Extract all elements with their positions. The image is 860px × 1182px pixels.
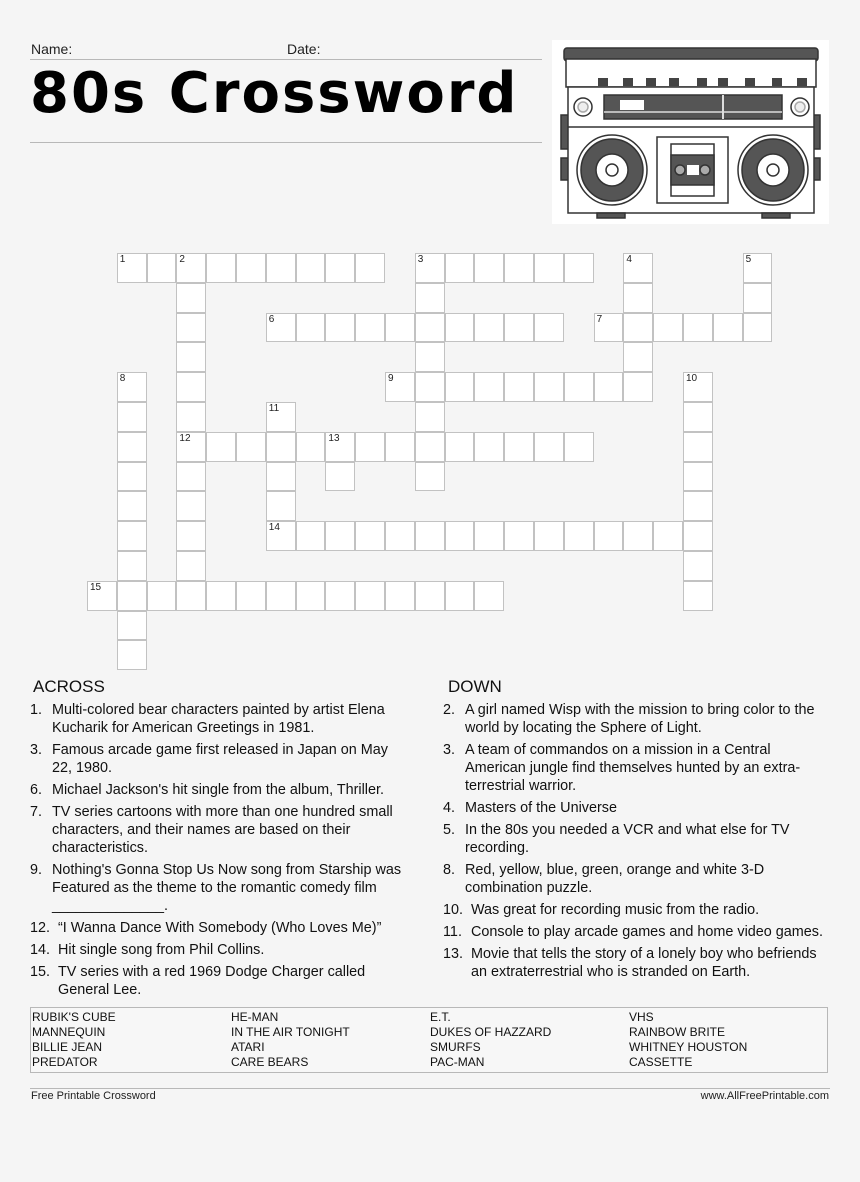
grid-cell[interactable]: [147, 581, 177, 611]
grid-cell[interactable]: [713, 313, 743, 343]
word-bank-item: VHS: [629, 1010, 654, 1024]
grid-cell[interactable]: [534, 253, 564, 283]
grid-cell[interactable]: [117, 491, 147, 521]
clue-number: 14.: [30, 942, 51, 958]
word-bank-item: E.T.: [430, 1010, 451, 1024]
grid-cell[interactable]: [176, 402, 206, 432]
grid-cell[interactable]: [743, 253, 773, 283]
grid-cell[interactable]: [743, 313, 773, 343]
grid-cell[interactable]: [594, 313, 624, 343]
grid-cell[interactable]: [415, 283, 445, 313]
clue-number: 3: [417, 254, 424, 265]
clue-number: 3.: [30, 742, 43, 758]
grid-cell[interactable]: [415, 462, 445, 492]
word-bank-item: RUBIK'S CUBE: [32, 1010, 116, 1024]
clue-number: 13.: [443, 946, 464, 962]
across-clue: [32, 781, 407, 799]
word-bank-item: CARE BEARS: [231, 1055, 309, 1069]
down-clue-list: [445, 701, 830, 985]
grid-cell[interactable]: [266, 313, 296, 343]
grid-cell[interactable]: [296, 521, 326, 551]
grid-cell[interactable]: [385, 372, 415, 402]
word-bank-item: RAINBOW BRITE: [629, 1025, 726, 1039]
grid-cell[interactable]: [474, 313, 504, 343]
grid-cell[interactable]: [325, 521, 355, 551]
clue-text: Multi-colored bear characters painted by artist Elena Kucharik for American Greetings in 1981.: [52, 702, 385, 736]
grid-cell[interactable]: [355, 253, 385, 283]
grid-cell[interactable]: [206, 432, 236, 462]
clue-number: 12: [179, 432, 191, 444]
grid-cell[interactable]: [683, 402, 713, 432]
grid-cell[interactable]: [623, 372, 653, 402]
page-title: 80s Crossword: [30, 61, 519, 126]
grid-cell[interactable]: [564, 432, 594, 462]
word-bank-column: [231, 1010, 350, 1070]
grid-cell[interactable]: [266, 253, 296, 283]
grid-cell[interactable]: [445, 581, 475, 611]
boombox-icon: [552, 40, 829, 224]
footer-left-text: Free Printable Crossword: [31, 1090, 156, 1102]
clue-number: 2: [179, 254, 185, 265]
across-clue: [32, 941, 407, 959]
clue-text: TV series with a red 1969 Dodge Charger called General Lee.: [58, 964, 366, 998]
clue-number: 10: [686, 373, 698, 385]
across-clue: [32, 963, 407, 999]
grid-cell[interactable]: [176, 253, 206, 283]
clue-number: 8: [119, 373, 126, 385]
footer-site-link[interactable]: www.AllFreePrintable.com: [700, 1090, 829, 1102]
grid-cell[interactable]: [176, 432, 206, 462]
grid-cell[interactable]: [653, 521, 683, 551]
grid-cell[interactable]: [355, 521, 385, 551]
grid-cell[interactable]: [623, 521, 653, 551]
word-bank-item: PREDATOR: [32, 1055, 98, 1069]
clue-text: Hit single song from Phil Collins.: [58, 942, 265, 958]
down-clue: [445, 861, 830, 897]
grid-cell[interactable]: [176, 491, 206, 521]
down-clue: [445, 923, 830, 941]
clue-text: TV series cartoons with more than one hundred small characters, and their names are based on their characteristics.: [52, 804, 393, 856]
grid-cell[interactable]: [325, 313, 355, 343]
grid-cell[interactable]: [355, 432, 385, 462]
across-clue: [32, 741, 407, 777]
grid-cell[interactable]: [474, 253, 504, 283]
word-bank-item: WHITNEY HOUSTON: [629, 1040, 748, 1054]
word-bank-column: [32, 1010, 116, 1070]
grid-cell[interactable]: [117, 611, 147, 641]
grid-cell[interactable]: [296, 432, 326, 462]
clue-number: 7: [596, 313, 603, 325]
clue-number: 15.: [30, 964, 51, 980]
across-clue: [32, 919, 407, 937]
grid-cell[interactable]: [385, 521, 415, 551]
title-underline: [30, 142, 542, 143]
name-date-line: [30, 59, 542, 60]
grid-cell[interactable]: [117, 581, 147, 611]
grid-cell[interactable]: [683, 313, 713, 343]
word-bank-item: CASSETTE: [629, 1055, 693, 1069]
word-bank-item: DUKES OF HAZZARD: [430, 1025, 552, 1039]
grid-cell[interactable]: [236, 581, 266, 611]
grid-cell[interactable]: [474, 581, 504, 611]
grid-cell[interactable]: [415, 432, 445, 462]
word-bank-item: SMURFS: [430, 1040, 481, 1054]
grid-cell[interactable]: [176, 372, 206, 402]
clue-text: Michael Jackson's hit single from the album, Thriller.: [52, 782, 385, 798]
clue-text: Was great for recording music from the radio.: [471, 902, 760, 918]
grid-cell[interactable]: [534, 372, 564, 402]
clue-number: 3.: [443, 742, 456, 758]
across-clue-list: [32, 701, 407, 1003]
grid-cell[interactable]: [445, 313, 475, 343]
grid-cell[interactable]: [504, 432, 534, 462]
across-heading: ACROSS: [33, 677, 105, 696]
grid-cell[interactable]: [623, 313, 653, 343]
grid-cell[interactable]: [564, 372, 594, 402]
grid-cell[interactable]: [385, 313, 415, 343]
clue-number: 1: [119, 254, 126, 265]
clue-number: 11.: [443, 924, 462, 940]
clue-number: 2.: [443, 702, 456, 718]
grid-cell[interactable]: [504, 253, 534, 283]
grid-cell[interactable]: [683, 372, 713, 402]
boombox-illustration: [552, 40, 829, 224]
grid-cell[interactable]: [117, 432, 147, 462]
grid-cell[interactable]: [176, 313, 206, 343]
grid-cell[interactable]: [415, 372, 445, 402]
grid-cell[interactable]: [176, 462, 206, 492]
grid-cell[interactable]: [206, 581, 236, 611]
grid-cell[interactable]: [176, 342, 206, 372]
word-bank: [30, 1007, 828, 1073]
grid-cell[interactable]: [117, 521, 147, 551]
grid-cell[interactable]: [415, 521, 445, 551]
down-clue: [445, 901, 830, 919]
grid-cell[interactable]: [683, 551, 713, 581]
clue-text: A girl named Wisp with the mission to bring color to the world by locating the Sphere of Light.: [465, 702, 815, 736]
grid-cell[interactable]: [296, 253, 326, 283]
clue-number: 9: [388, 373, 394, 385]
clue-number: 13: [328, 432, 340, 444]
grid-cell[interactable]: [415, 313, 445, 343]
word-bank-item: HE-MAN: [231, 1010, 279, 1024]
grid-cell[interactable]: [236, 432, 266, 462]
clue-number: 5: [745, 254, 752, 265]
grid-cell[interactable]: [534, 313, 564, 343]
grid-cell[interactable]: [296, 581, 326, 611]
grid-cell[interactable]: [594, 521, 624, 551]
grid-cell[interactable]: [176, 521, 206, 551]
grid-cell[interactable]: [325, 432, 355, 462]
grid-cell[interactable]: [266, 462, 296, 492]
grid-cell[interactable]: [683, 491, 713, 521]
clue-number: 6.: [30, 782, 43, 798]
grid-cell[interactable]: [623, 342, 653, 372]
grid-cell[interactable]: [385, 432, 415, 462]
clue-text: Red, yellow, blue, green, orange and white 3-D combination puzzle.: [465, 862, 765, 896]
grid-cell[interactable]: [266, 581, 296, 611]
grid-cell[interactable]: [594, 372, 624, 402]
clue-number: 5.: [443, 822, 456, 838]
grid-cell[interactable]: [87, 581, 117, 611]
grid-cell[interactable]: [653, 313, 683, 343]
word-bank-item: ATARI: [231, 1040, 265, 1054]
grid-cell[interactable]: [266, 402, 296, 432]
grid-cell[interactable]: [385, 581, 415, 611]
grid-cell[interactable]: [236, 253, 266, 283]
grid-cell[interactable]: [445, 372, 475, 402]
grid-cell[interactable]: [415, 402, 445, 432]
down-clue: [445, 945, 830, 981]
clue-number: 4: [626, 254, 632, 265]
grid-cell[interactable]: [176, 283, 206, 313]
grid-cell[interactable]: [445, 253, 475, 283]
clue-text: Nothing's Gonna Stop Us Now song from Starship was Featured as the theme to the romantic comedy film ______________.: [52, 862, 402, 914]
clue-number: 7.: [30, 804, 43, 820]
grid-cell[interactable]: [117, 372, 147, 402]
grid-cell[interactable]: [117, 253, 147, 283]
down-clue: [445, 701, 830, 737]
date-label: Date:: [287, 41, 321, 57]
footer-divider: [30, 1088, 830, 1089]
grid-cell[interactable]: [504, 313, 534, 343]
grid-cell[interactable]: [117, 640, 147, 670]
grid-cell[interactable]: [534, 432, 564, 462]
grid-cell[interactable]: [415, 253, 445, 283]
grid-cell[interactable]: [325, 462, 355, 492]
grid-cell[interactable]: [564, 521, 594, 551]
grid-cell[interactable]: [445, 432, 475, 462]
grid-cell[interactable]: [623, 283, 653, 313]
clue-text: In the 80s you needed a VCR and what else for TV recording.: [465, 822, 790, 856]
grid-cell[interactable]: [564, 253, 594, 283]
grid-cell[interactable]: [296, 313, 326, 343]
clue-number: 9.: [30, 862, 43, 878]
grid-cell[interactable]: [445, 521, 475, 551]
grid-cell[interactable]: [117, 402, 147, 432]
clue-number: 12.: [30, 920, 51, 936]
clue-text: Masters of the Universe: [465, 800, 617, 816]
down-heading: DOWN: [448, 677, 502, 696]
grid-cell[interactable]: [743, 283, 773, 313]
clue-number: 14: [268, 522, 280, 534]
grid-cell[interactable]: [683, 462, 713, 492]
grid-cell[interactable]: [266, 491, 296, 521]
grid-cell[interactable]: [415, 342, 445, 372]
clue-number: 8.: [443, 862, 456, 878]
clue-number: 1.: [30, 702, 43, 718]
grid-cell[interactable]: [504, 372, 534, 402]
down-clue: [445, 741, 830, 795]
word-bank-item: PAC-MAN: [430, 1055, 485, 1069]
word-bank-column: [430, 1010, 551, 1070]
grid-cell[interactable]: [504, 521, 534, 551]
grid-cell[interactable]: [266, 432, 296, 462]
grid-cell[interactable]: [117, 462, 147, 492]
grid-cell[interactable]: [176, 551, 206, 581]
clue-number: 6: [268, 313, 275, 325]
clue-text: Famous arcade game first released in Japan on May 22, 1980.: [52, 742, 388, 776]
grid-cell[interactable]: [147, 253, 177, 283]
word-bank-column: [629, 1010, 747, 1070]
name-label: Name:: [31, 41, 73, 57]
grid-cell[interactable]: [415, 581, 445, 611]
grid-cell[interactable]: [683, 581, 713, 611]
grid-cell[interactable]: [266, 521, 296, 551]
down-clue: [445, 799, 830, 817]
grid-cell[interactable]: [534, 521, 564, 551]
grid-cell[interactable]: [355, 581, 385, 611]
clue-text: Console to play arcade games and home video games.: [471, 924, 823, 940]
grid-cell[interactable]: [474, 432, 504, 462]
grid-cell[interactable]: [623, 253, 653, 283]
grid-cell[interactable]: [683, 432, 713, 462]
clue-number: 11: [268, 403, 280, 414]
clue-text: A team of commandos on a mission in a Central American jungle find themselves hunted by an extra-terrestrial warrior.: [465, 742, 801, 794]
clue-text: “I Wanna Dance With Somebody (Who Loves Me)”: [58, 920, 382, 936]
clue-number: 15: [90, 581, 102, 593]
across-clue: [32, 861, 407, 915]
grid-cell[interactable]: [176, 581, 206, 611]
grid-cell[interactable]: [325, 581, 355, 611]
grid-cell[interactable]: [474, 521, 504, 551]
clue-number: 4.: [443, 800, 456, 816]
across-clue: [32, 701, 407, 737]
clue-number: 10.: [443, 902, 464, 918]
word-bank-item: BILLIE JEAN: [32, 1040, 103, 1054]
grid-cell[interactable]: [683, 521, 713, 551]
grid-cell[interactable]: [355, 313, 385, 343]
grid-cell[interactable]: [206, 253, 236, 283]
grid-cell[interactable]: [325, 253, 355, 283]
grid-cell[interactable]: [474, 372, 504, 402]
word-bank-item: MANNEQUIN: [32, 1025, 106, 1039]
across-clue: [32, 803, 407, 857]
word-bank-item: IN THE AIR TONIGHT: [231, 1025, 350, 1039]
down-clue: [445, 821, 830, 857]
clue-text: Movie that tells the story of a lonely boy who befriends an extraterrestrial who is stranded on Earth.: [471, 946, 817, 980]
grid-cell[interactable]: [117, 551, 147, 581]
